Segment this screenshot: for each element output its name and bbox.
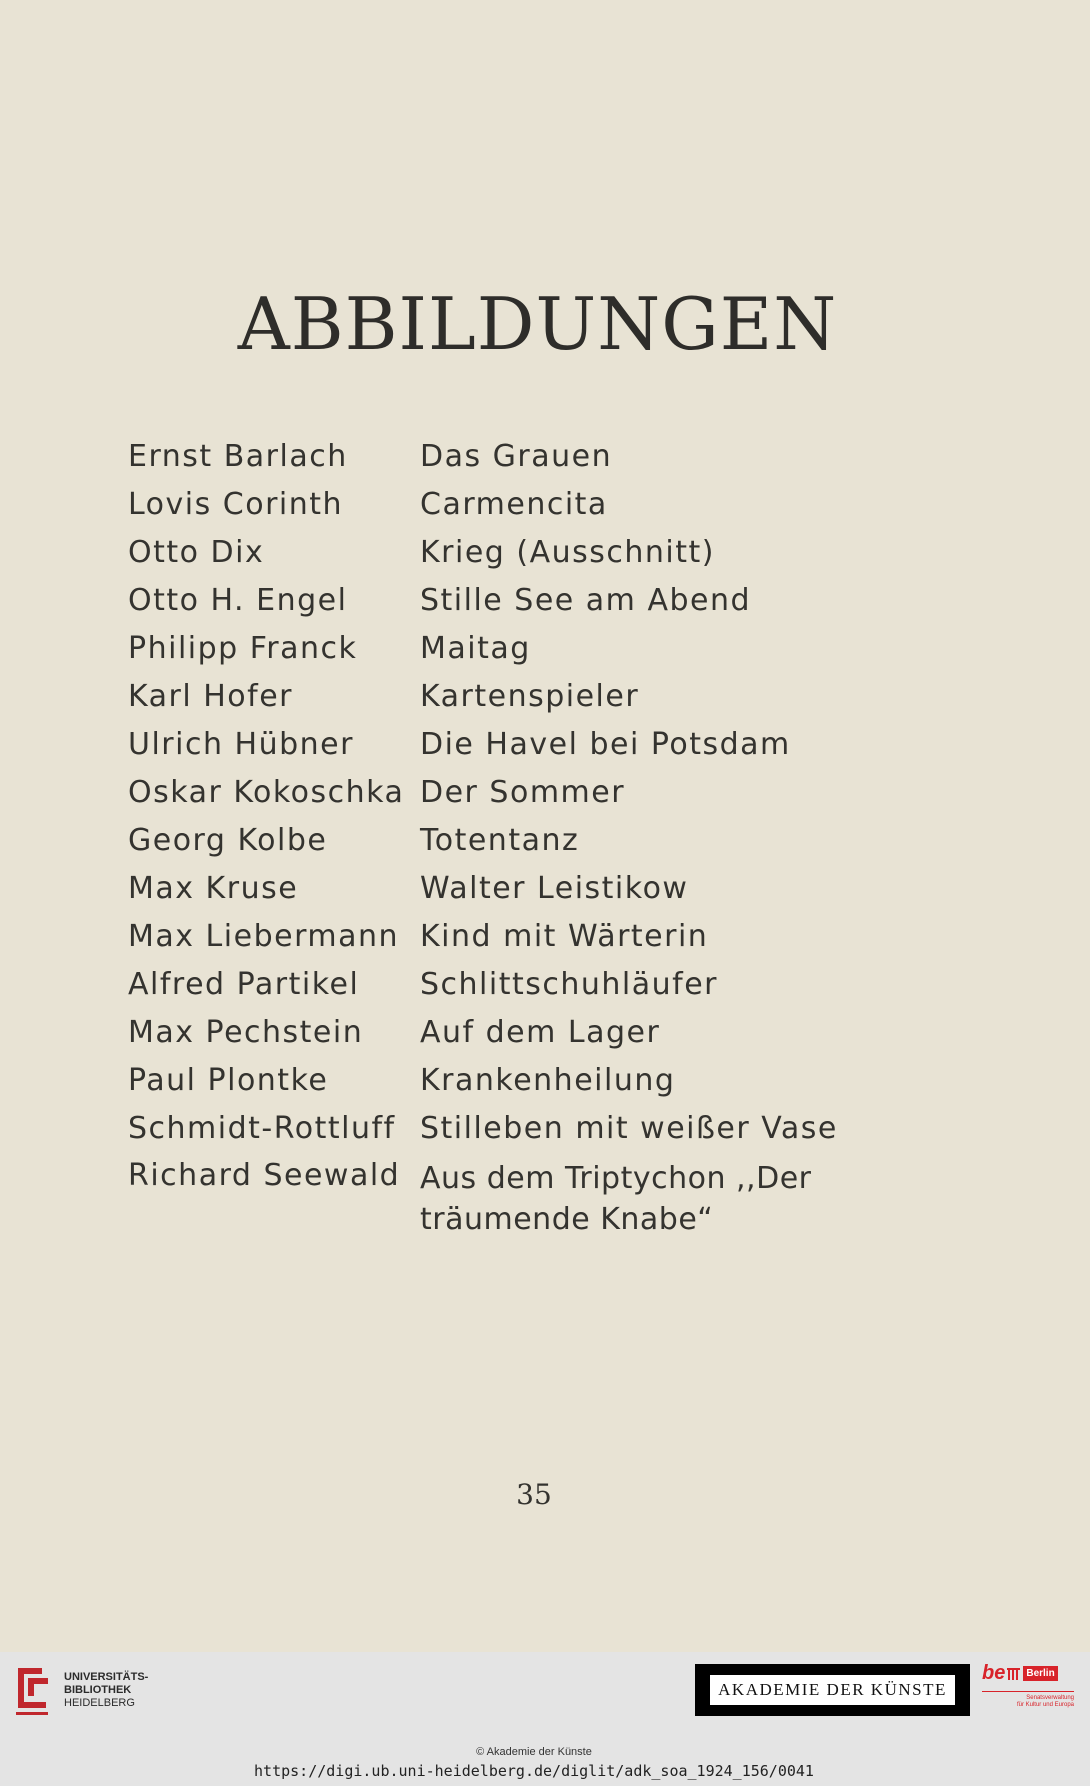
akademie-der-kuenste-logo[interactable] xyxy=(695,1664,970,1716)
list-item xyxy=(128,720,988,768)
artist-name: Georg Kolbe xyxy=(128,822,328,858)
artist-name: Lovis Corinth xyxy=(128,486,344,522)
work-title: Maitag xyxy=(420,630,531,666)
artist-name: Otto Dix xyxy=(128,534,265,570)
artist-name: Karl Hofer xyxy=(128,678,293,714)
artist-name: Max Pechstein xyxy=(128,1014,364,1050)
list-item xyxy=(128,768,988,816)
ub-heidelberg-logo[interactable] xyxy=(12,1662,148,1718)
ub-line-2: BIBLIOTHEK xyxy=(64,1683,132,1696)
artist-name: Alfred Partikel xyxy=(128,966,360,1002)
work-title: Der Sommer xyxy=(420,774,626,810)
work-title: Walter Leistikow xyxy=(420,870,689,906)
work-title: Carmencita xyxy=(420,486,608,522)
work-title: Krieg (Ausschnitt) xyxy=(420,534,715,570)
illustrations-list xyxy=(128,432,988,1240)
artist-name: Max Liebermann xyxy=(128,918,400,954)
berlin-sub-line-1: Senatsverwaltung xyxy=(1026,1695,1074,1701)
work-title: Aus dem Triptychon ,,Der träumende Knabe“ xyxy=(420,1161,812,1237)
work-title: Stilleben mit weißer Vase xyxy=(420,1110,838,1146)
artist-name: Otto H. Engel xyxy=(128,582,348,618)
artist-name: Ulrich Hübner xyxy=(128,726,354,762)
permalink-url[interactable]: https://digi.ub.uni-heidelberg.de/diglit/adk_soa_1924_156/0041 xyxy=(254,1762,814,1780)
artist-name: Ernst Barlach xyxy=(128,438,348,474)
list-item xyxy=(128,528,988,576)
work-title: Totentanz xyxy=(420,822,580,858)
berlin-senate-logo[interactable] xyxy=(982,1662,1074,1718)
berlin-tag: Berlin xyxy=(1023,1666,1057,1681)
work-title: Krankenheilung xyxy=(420,1062,676,1098)
berlin-be-text: be xyxy=(982,1662,1006,1684)
page-title: ABBILDUNGEN xyxy=(237,282,838,366)
viewer-footer xyxy=(0,1652,1090,1786)
work-title: Auf dem Lager xyxy=(420,1014,661,1050)
berlin-subtitle xyxy=(982,1691,1074,1709)
copyright-notice: © Akademie der Künste xyxy=(476,1746,592,1758)
list-item xyxy=(128,1152,988,1240)
artist-name: Oskar Kokoschka xyxy=(128,774,405,810)
berlin-sub-line-2: für Kultur und Europa xyxy=(1016,1702,1074,1708)
list-item xyxy=(128,1008,988,1056)
ub-heidelberg-wordmark xyxy=(64,1671,148,1710)
work-title: Kind mit Wärterin xyxy=(420,918,709,954)
list-item xyxy=(128,1104,988,1152)
work-title: Schlittschuhläufer xyxy=(420,966,718,1002)
list-item xyxy=(128,1056,988,1104)
work-title: Kartenspieler xyxy=(420,678,640,714)
artist-name: Max Kruse xyxy=(128,870,299,906)
ub-heidelberg-mark-icon xyxy=(12,1662,52,1718)
work-title: Stille See am Abend xyxy=(420,582,752,618)
artist-name: Philipp Franck xyxy=(128,630,358,666)
list-item xyxy=(128,480,988,528)
list-item xyxy=(128,864,988,912)
work-title: Die Havel bei Potsdam xyxy=(420,726,791,762)
work-title: Das Grauen xyxy=(420,438,613,474)
artist-name: Richard Seewald xyxy=(128,1158,401,1193)
list-item xyxy=(128,624,988,672)
list-item xyxy=(128,912,988,960)
ub-line-1: UNIVERSITÄTS- xyxy=(64,1670,149,1683)
adk-wordmark: AKADEMIE DER KÜNSTE xyxy=(710,1675,955,1705)
list-item xyxy=(128,576,988,624)
artist-name: Schmidt-Rottluff xyxy=(128,1110,396,1146)
list-item xyxy=(128,960,988,1008)
ub-line-3: HEIDELBERG xyxy=(64,1696,135,1709)
berlin-bear-bars-icon xyxy=(1007,1667,1021,1681)
page-number: 35 xyxy=(516,1478,552,1511)
list-item xyxy=(128,672,988,720)
list-item xyxy=(128,432,988,480)
artist-name: Paul Plontke xyxy=(128,1062,329,1098)
list-item xyxy=(128,816,988,864)
